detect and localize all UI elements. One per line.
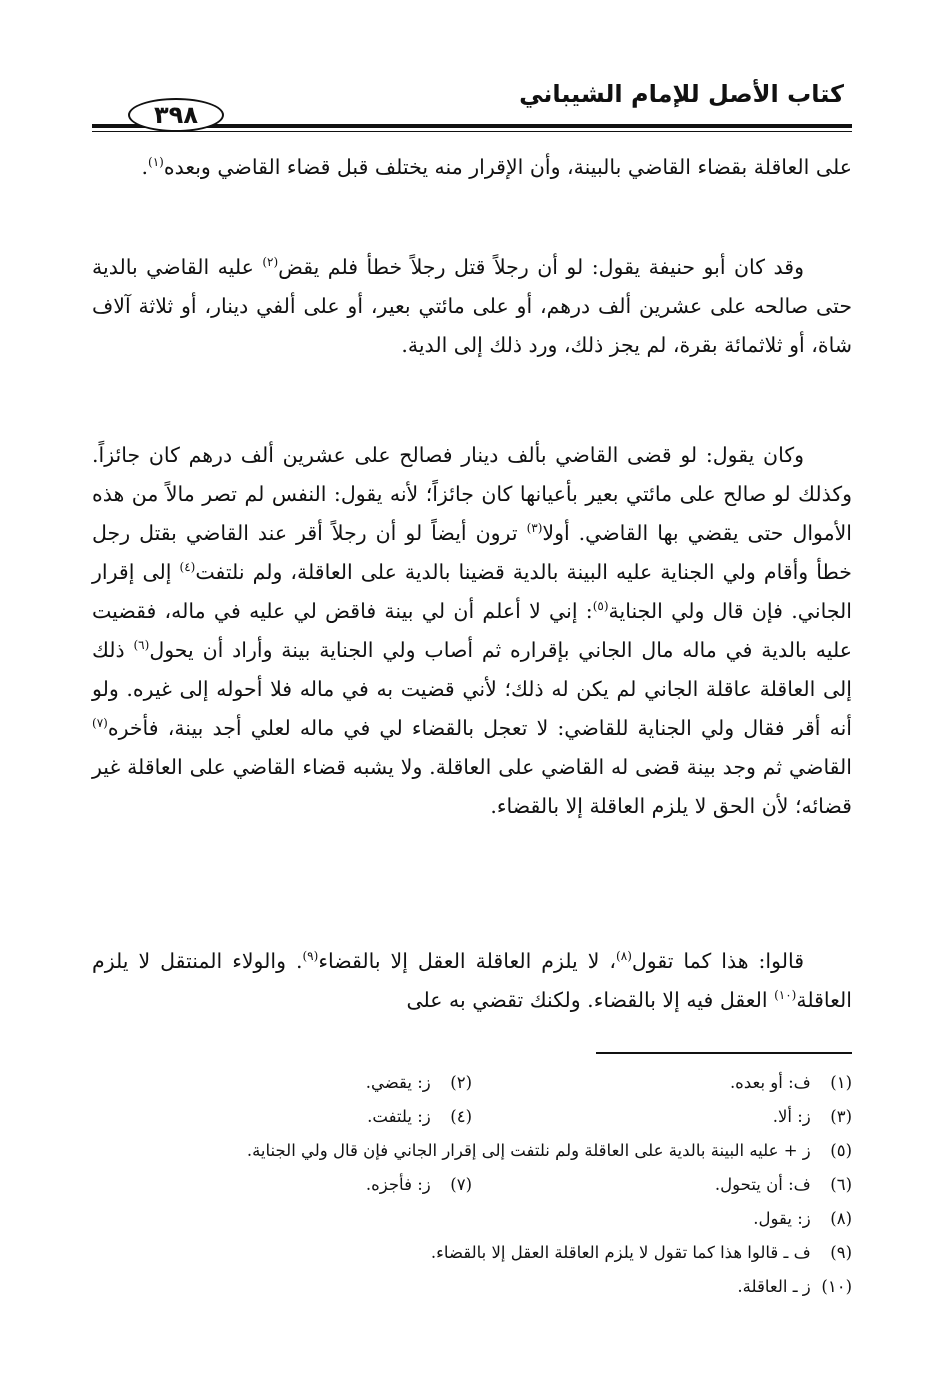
footnote-number: (١)	[830, 1073, 852, 1092]
footnote-5	[247, 1134, 852, 1168]
footnote-ref: (٢)	[262, 255, 279, 270]
footnote-ref: (٧)	[92, 716, 108, 731]
footnote-text: ز: يلتفت.	[367, 1107, 431, 1126]
paragraph-text: ترون أيضاً لو أن رجلاً أقر عند القاضي بقتل رجل خطأ وأقام ولي الجناية عليه البينة بالدية قضينا بالدية على العاقلة، ولم نلتفت	[92, 521, 852, 584]
footnote-ref: (٨)	[616, 949, 632, 964]
footnote-row	[92, 1236, 852, 1270]
footnote-row	[92, 1168, 852, 1202]
paragraph-text: القاضي ثم وجد بينة قضى له القاضي على العاقلة. ولا يشبه قضاء القاضي على العاقلة غير قضائه؛ لأن الحق لا يلزم العاقلة إلا بالقضاء.	[92, 755, 852, 818]
paragraph-text: وكان يقول: لو قضى القاضي بألف دينار فصالح على عشرين ألف درهم كان جائزاً. وكذلك لو صالح على مائتي بعير بأعيانها كان جائزاً؛ لأنه يقول: النفس لم تصر مالاً من هذه الأموال حتى يقضي بها القاضي. أولا	[92, 443, 852, 545]
footnote-7	[366, 1168, 472, 1202]
book-title: كتاب الأصل للإمام الشيباني	[519, 80, 844, 108]
footnote-number: (٢)	[450, 1073, 472, 1092]
footnote-number: (٤)	[450, 1107, 472, 1126]
footnote-number: (٨)	[830, 1209, 852, 1228]
footnote-number: (٧)	[450, 1175, 472, 1194]
paragraph-text: العقل فيه إلا بالقضاء. ولكنك تقضي به على	[406, 988, 775, 1012]
paragraph-text: عليه القاضي بالدية حتى صالحه على عشرين ألف درهم، أو على مائتي بعير، أو على ألفي دينار، أو ثلاثة آلاف شاة، أو ثلاثمائة بقرة، لم يجز ذلك، ورد ذلك إلى الدية.	[92, 255, 852, 357]
footnote-text: ز + عليه البينة بالدية على العاقلة ولم نلتفت إلى إقرار الجاني فإن قال ولي الجناية.	[246, 1141, 811, 1160]
footnote-ref: (١٠)	[774, 988, 797, 1003]
footnote-9	[431, 1236, 852, 1270]
footnote-text: ف: أو بعده.	[729, 1073, 811, 1092]
footnote-ref: (٥)	[592, 599, 609, 614]
page-number: ٣٩٨	[128, 98, 224, 132]
paragraph-text: ذلك إلى العاقلة عاقلة الجاني لم يكن له ذلك؛ لأني قضيت به في ماله فلا أحوله إلى غيره. ولو أنه أقر فقال ولي الجناية للقاضي: لا تعجل بالقضاء لي في ماله لعلي أجد بينة، فأخره	[92, 638, 852, 740]
footnote-ref: (٣)	[526, 521, 543, 536]
footnote-3	[773, 1100, 852, 1134]
paragraph-text: : إني لا أعلم أن لي بينة فاقض لي عليه في ماله، فقضيت عليه بالدية في ماله مال الجاني بإقراره ثم أصاب ولي الجناية بينة وأراد أن يحول	[92, 599, 852, 662]
footnote-ref: (١)	[148, 155, 164, 170]
paragraph-text: .	[141, 155, 148, 179]
footnote-text: ز: يقول.	[753, 1209, 811, 1228]
paragraph-4	[92, 942, 852, 1020]
footnote-10	[737, 1270, 852, 1304]
footnote-text: ف: أن يتحول.	[714, 1175, 811, 1194]
footnote-4	[367, 1100, 472, 1134]
footnote-text: ز ـ العاقلة.	[737, 1277, 811, 1296]
footnote-6	[715, 1168, 852, 1202]
paragraph-text: قالوا: هذا كما تقول	[631, 949, 805, 973]
paragraph-text: إلى إقرار الجاني. فإن قال ولي الجناية	[92, 560, 852, 623]
footnote-row	[92, 1270, 852, 1304]
header-rule-thin	[92, 131, 852, 132]
footnote-text: ز: ألا.	[772, 1107, 811, 1126]
footnote-number: (٣)	[830, 1107, 852, 1126]
footnote-ref: (٦)	[133, 638, 150, 653]
footnote-number: (٥)	[830, 1141, 852, 1160]
paragraph-text: وقد كان أبو حنيفة يقول: لو أن رجلاً قتل رجلاً خطأ فلم يقض	[278, 255, 804, 279]
paragraph-text: على العاقلة بقضاء القاضي بالبينة، وأن الإقرار منه يختلف قبل قضاء القاضي وبعده	[163, 155, 852, 179]
footnote-row	[92, 1202, 852, 1236]
footnote-ref: (٤)	[179, 560, 196, 575]
footnote-8	[753, 1202, 852, 1236]
footnote-2	[366, 1066, 472, 1100]
paragraph-text: . والولاء المنتقل لا يلزم العاقلة	[92, 949, 852, 1012]
footnote-text: ف ـ قالوا هذا كما تقول لا يلزم العاقلة العقل إلا بالقضاء.	[430, 1243, 811, 1262]
paragraph-3	[92, 436, 852, 826]
page-header	[92, 70, 852, 140]
footnote-row	[92, 1134, 852, 1168]
paragraph-1	[92, 148, 852, 187]
footnote-separator	[596, 1052, 852, 1054]
footnote-number: (١٠)	[821, 1277, 852, 1296]
paragraph-2	[92, 248, 852, 365]
footnote-row	[92, 1100, 852, 1134]
footnote-1	[730, 1066, 852, 1100]
footnote-text: ز: يقضي.	[365, 1073, 431, 1092]
footnote-ref: (٩)	[302, 949, 319, 964]
footnote-number: (٩)	[830, 1243, 852, 1262]
footnote-row	[92, 1066, 852, 1100]
paragraph-text: ، لا يلزم العاقلة العقل إلا بالقضاء	[318, 949, 617, 973]
footnote-number: (٦)	[830, 1175, 852, 1194]
footnote-text: ز: فأجزه.	[365, 1175, 431, 1194]
